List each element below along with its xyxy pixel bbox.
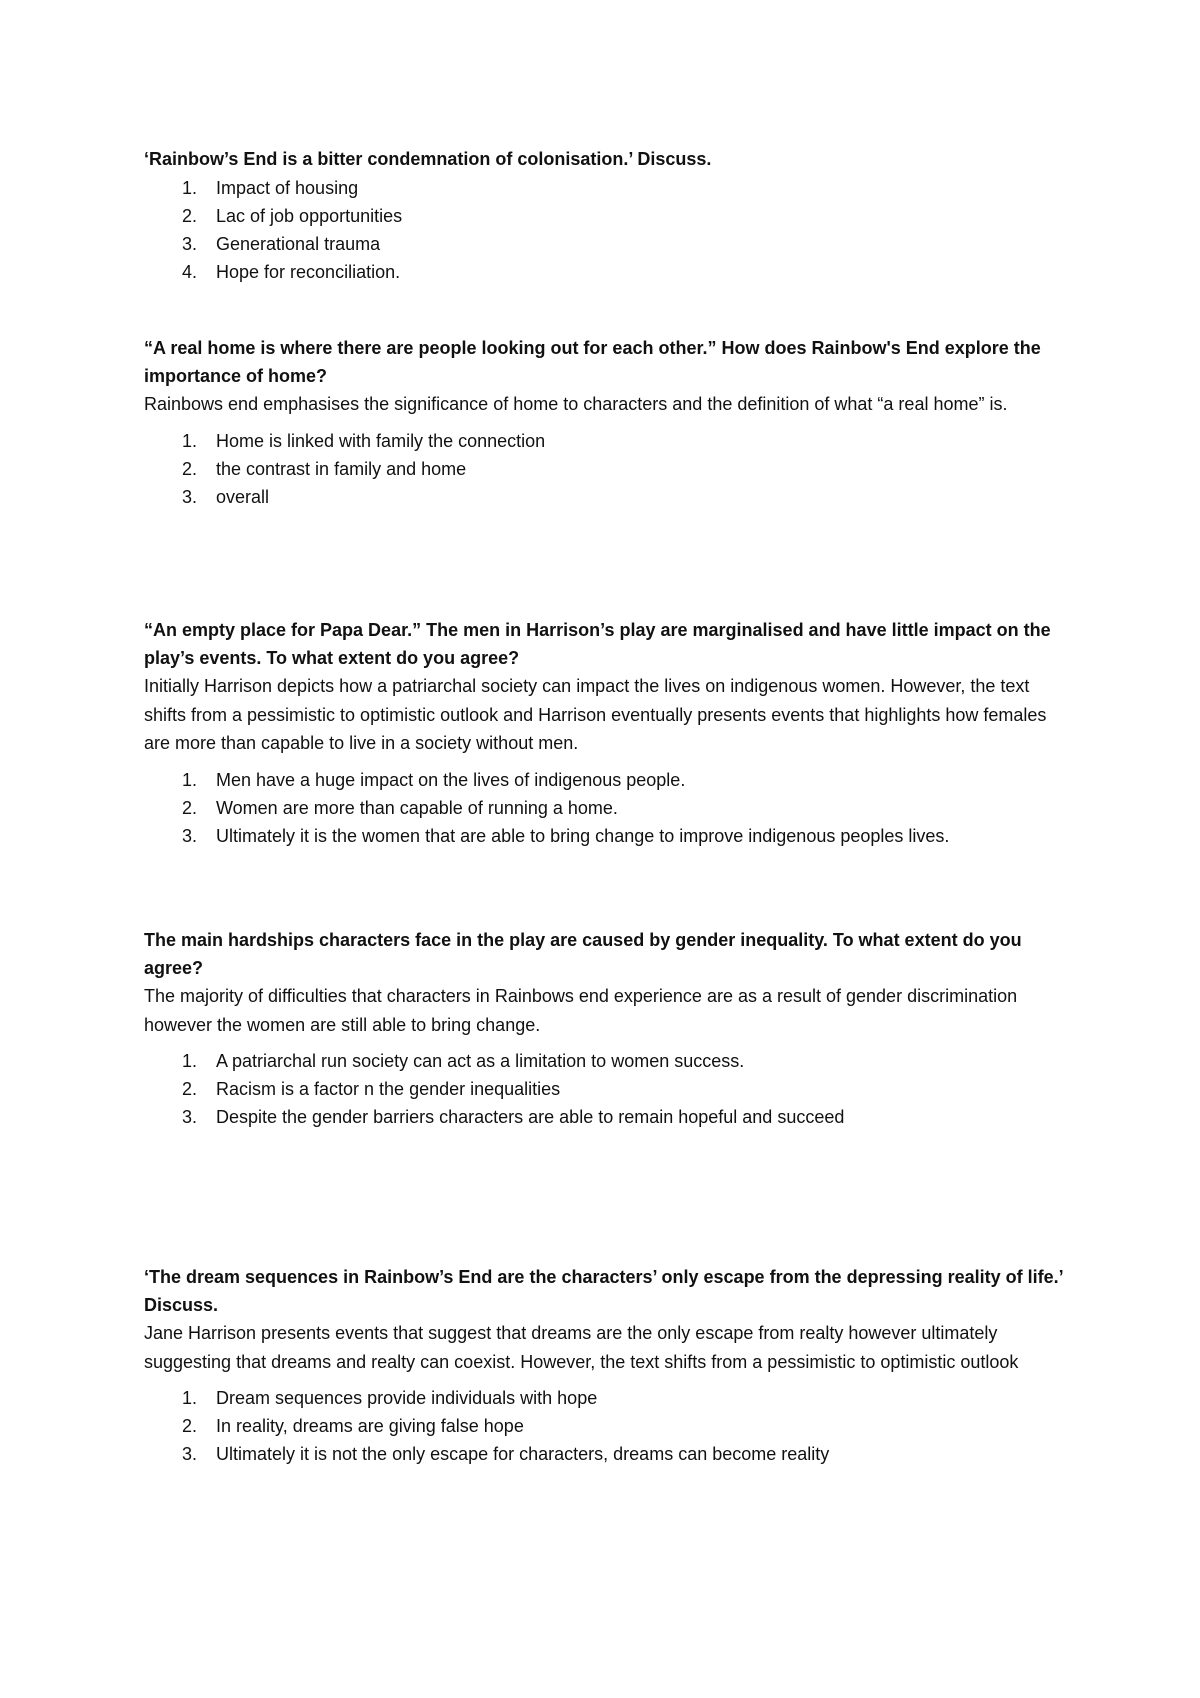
essay-question-heading: “An empty place for Papa Dear.” The men in Harrison’s play are marginalised and have little impact on the play’s events. To what extent do you agree? [144, 620, 1051, 668]
essay-section-2 [144, 335, 1064, 511]
essay-points-list [144, 766, 1064, 850]
list-item: 2. Racism is a factor n the gender inequalities [182, 1079, 561, 1099]
list-item: 4. Hope for reconciliation. [182, 261, 401, 282]
essay-points-list [144, 174, 1064, 286]
list-item: 3. Generational trauma [182, 233, 381, 254]
essay-intro-paragraph: Initially Harrison depicts how a patriarchal society can impact the lives on indigenous women. However, the text shifts from a pessimistic to optimistic outlook and Harrison eventually presents events that highlights how females are more than capable to live in a society without men. [144, 676, 1047, 753]
list-item: 1. Dream sequences provide individuals with hope [182, 1388, 598, 1408]
essay-intro-paragraph: Jane Harrison presents events that suggest that dreams are the only escape from realty however ultimately suggesting that dreams and realty can coexist. However, the text shifts from a pessimistic to optimistic outlook [144, 1323, 1019, 1372]
essay-question-heading: “A real home is where there are people looking out for each other.” How does Rainbow's End explore the importance of home? [144, 338, 1041, 386]
list-item: 3. Ultimately it is not the only escape for characters, dreams can become reality [182, 1444, 830, 1464]
essay-intro-paragraph: Rainbows end emphasises the significance of home to characters and the definition of what “a real home” is. [144, 394, 1008, 414]
list-item: 3. Despite the gender barriers characters are able to remain hopeful and succeed [182, 1107, 845, 1127]
list-item: 2. Lac of job opportunities [182, 205, 403, 226]
list-item: 1. A patriarchal run society can act as a limitation to women success. [182, 1051, 745, 1071]
essay-intro-paragraph: The majority of difficulties that characters in Rainbows end experience are as a result of gender discrimination however the women are still able to bring change. [144, 986, 1018, 1035]
list-item: 2. In reality, dreams are giving false hope [182, 1416, 524, 1436]
list-item: 3. Ultimately it is the women that are able to bring change to improve indigenous peoples lives. [182, 825, 950, 846]
list-item: 3. overall [182, 486, 270, 507]
essay-question-heading: ‘Rainbow’s End is a bitter condemnation of colonisation.’ Discuss. [144, 149, 712, 169]
essay-section-1 [144, 146, 1064, 286]
list-item: 2. Women are more than capable of running a home. [182, 797, 618, 818]
essay-section-5 [144, 1264, 1064, 1468]
essay-question-heading: The main hardships characters face in the play are caused by gender inequality. To what extent do you agree? [144, 930, 1022, 978]
essay-points-list [144, 427, 1064, 511]
essay-section-4 [144, 927, 1064, 1131]
list-item: 1. Home is linked with family the connection [182, 430, 546, 451]
list-item: 1. Men have a huge impact on the lives of indigenous people. [182, 769, 686, 790]
list-item: 1. Impact of housing [182, 177, 359, 198]
essay-section-3 [144, 617, 1064, 850]
essay-question-heading: ‘The dream sequences in Rainbow’s End are the characters’ only escape from the depressing reality of life.’ Discuss. [144, 1267, 1063, 1315]
essay-points-list [144, 1047, 1064, 1131]
essay-points-list [144, 1384, 1064, 1468]
list-item: 2. the contrast in family and home [182, 458, 467, 479]
